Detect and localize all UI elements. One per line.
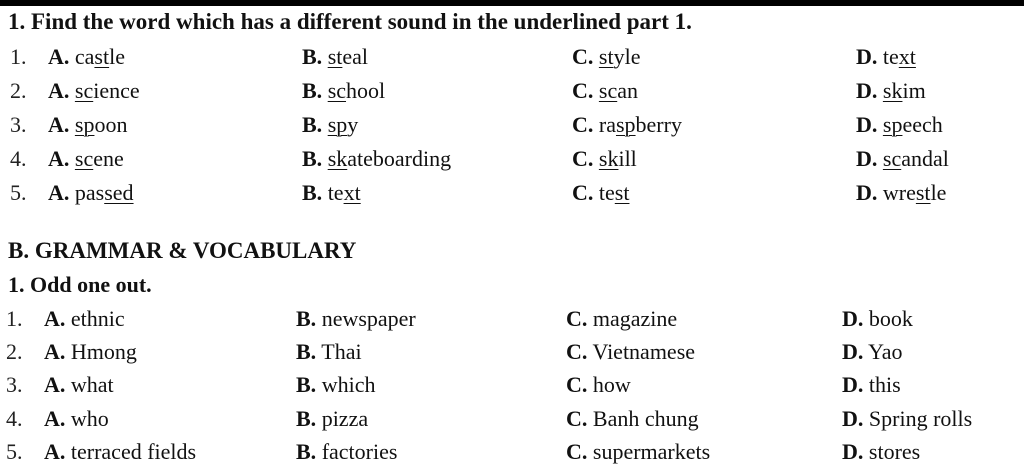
answer-option [856, 78, 926, 104]
answer-option [566, 306, 677, 332]
option-letter: B. [296, 439, 317, 464]
option-text: ethnic [70, 306, 125, 331]
underlined-sound: sc [327, 78, 347, 103]
question-row [0, 372, 1024, 402]
section1-heading: 1. Find the word which has a different sound in the underlined part 1. [8, 9, 692, 34]
underlined-sound: st [915, 180, 931, 205]
option-letter: C. [566, 339, 588, 364]
answer-option [572, 44, 640, 70]
question-number: 4. [6, 406, 23, 431]
option-text: terraced fields [70, 439, 197, 464]
word-start: ra [598, 112, 616, 137]
option-text: Yao [868, 339, 903, 364]
answer-option [566, 339, 695, 365]
word-end: eech [902, 112, 943, 137]
answer-option [572, 146, 637, 172]
option-letter: A. [48, 112, 70, 137]
answer-option [842, 439, 920, 465]
answer-option [48, 78, 140, 104]
underlined-sound: sc [74, 78, 94, 103]
answer-option [48, 146, 124, 172]
option-letter: C. [572, 146, 594, 171]
answer-option [566, 406, 699, 432]
option-text: pizza [321, 406, 369, 431]
question-row [0, 112, 1024, 142]
word-start: te [882, 44, 899, 69]
option-letter: A. [48, 146, 70, 171]
word-start: te [598, 180, 615, 205]
option-letter: C. [566, 372, 588, 397]
word-end: ience [93, 78, 140, 103]
answer-option [302, 180, 361, 206]
question-row [0, 180, 1024, 210]
answer-option [296, 306, 416, 332]
underlined-sound: sp [882, 112, 903, 137]
answer-option [44, 306, 125, 332]
underlined-sound: sp [615, 112, 636, 137]
word-end: y [347, 112, 359, 137]
question-number: 3. [10, 112, 27, 137]
word-end: im [902, 78, 926, 103]
answer-option [48, 44, 125, 70]
answer-option [566, 372, 631, 398]
option-letter: B. [296, 339, 317, 364]
option-text: Spring rolls [868, 406, 973, 431]
underlined-sound: sk [882, 78, 903, 103]
option-letter: B. [302, 112, 323, 137]
option-text: this [868, 372, 901, 397]
question-number: 1. [6, 306, 23, 331]
option-letter: A. [44, 372, 66, 397]
option-text: supermarkets [592, 439, 711, 464]
option-letter: D. [842, 406, 864, 431]
question-row [0, 146, 1024, 176]
question-row [0, 339, 1024, 369]
underlined-sound: xt [898, 44, 916, 69]
section2-heading: B. GRAMMAR & VOCABULARY [8, 238, 357, 263]
word-end: ateboarding [347, 146, 452, 171]
option-letter: C. [572, 112, 594, 137]
option-letter: A. [44, 339, 66, 364]
word-end: berry [635, 112, 682, 137]
underlined-sound: sp [74, 112, 95, 137]
word-end: oon [94, 112, 128, 137]
underlined-sound: sp [327, 112, 348, 137]
option-text: Hmong [70, 339, 137, 364]
word-end: hool [346, 78, 386, 103]
word-end: an [617, 78, 638, 103]
question-row [0, 78, 1024, 108]
underlined-sound: sk [598, 146, 619, 171]
word-end: eal [342, 44, 369, 69]
top-border [0, 0, 1024, 6]
option-letter: D. [856, 112, 878, 137]
answer-option [302, 78, 385, 104]
question-number: 1. [10, 44, 27, 69]
option-letter: C. [566, 439, 588, 464]
option-letter: A. [44, 439, 66, 464]
section2-subheading: 1. Odd one out. [8, 272, 152, 297]
option-letter: D. [842, 339, 864, 364]
option-text: magazine [592, 306, 678, 331]
question-row [0, 406, 1024, 436]
underlined-sound: sc [74, 146, 94, 171]
option-text: which [321, 372, 376, 397]
answer-option [296, 339, 362, 365]
underlined-sound: sc [598, 78, 618, 103]
option-letter: D. [856, 180, 878, 205]
question-row [0, 439, 1024, 469]
option-text: what [70, 372, 114, 397]
question-number: 3. [6, 372, 23, 397]
question-number: 5. [6, 439, 23, 464]
answer-option [302, 112, 358, 138]
option-letter: C. [566, 306, 588, 331]
option-letter: B. [296, 406, 317, 431]
option-letter: A. [44, 306, 66, 331]
option-letter: D. [856, 78, 878, 103]
option-letter: D. [842, 372, 864, 397]
answer-option [842, 339, 903, 365]
option-text: newspaper [321, 306, 416, 331]
option-letter: B. [296, 372, 317, 397]
answer-option [296, 372, 375, 398]
question-number: 2. [10, 78, 27, 103]
option-letter: B. [302, 180, 323, 205]
option-letter: D. [856, 146, 878, 171]
question-row [0, 44, 1024, 74]
answer-option [302, 146, 451, 172]
option-letter: D. [842, 306, 864, 331]
word-end: andal [901, 146, 949, 171]
underlined-sound: st [598, 44, 614, 69]
answer-option [296, 439, 397, 465]
option-text: Thai [321, 339, 362, 364]
answer-option [296, 406, 368, 432]
option-letter: C. [566, 406, 588, 431]
underlined-sound: st [614, 180, 630, 205]
word-start: wre [882, 180, 916, 205]
option-letter: B. [302, 146, 323, 171]
option-letter: A. [48, 180, 70, 205]
underlined-sound: st [94, 44, 110, 69]
answer-option [44, 372, 114, 398]
underlined-sound: sk [327, 146, 348, 171]
answer-option [842, 306, 913, 332]
question-number: 4. [10, 146, 27, 171]
answer-option [302, 44, 368, 70]
option-text: factories [321, 439, 398, 464]
question-number: 5. [10, 180, 27, 205]
option-letter: B. [302, 78, 323, 103]
word-end: yle [613, 44, 641, 69]
underlined-sound: st [327, 44, 343, 69]
option-letter: D. [856, 44, 878, 69]
answer-option [842, 372, 901, 398]
answer-option [572, 78, 638, 104]
answer-option [842, 406, 972, 432]
answer-option [572, 180, 629, 206]
option-text: Banh chung [592, 406, 699, 431]
option-text: Vietnamese [592, 339, 696, 364]
answer-option [44, 406, 109, 432]
underlined-sound: sed [104, 180, 134, 205]
answer-option [44, 439, 196, 465]
word-end: le [930, 180, 947, 205]
option-text: stores [868, 439, 921, 464]
option-letter: D. [842, 439, 864, 464]
answer-option [856, 146, 949, 172]
answer-option [566, 439, 710, 465]
answer-option [856, 180, 946, 206]
word-start: te [327, 180, 344, 205]
underlined-sound: sc [882, 146, 902, 171]
option-letter: B. [296, 306, 317, 331]
underlined-sound: xt [343, 180, 361, 205]
option-text: how [592, 372, 631, 397]
word-end: ill [618, 146, 637, 171]
option-text: who [70, 406, 109, 431]
option-text: book [868, 306, 913, 331]
question-number: 2. [6, 339, 23, 364]
option-letter: C. [572, 44, 594, 69]
option-letter: C. [572, 78, 594, 103]
question-row [0, 306, 1024, 336]
answer-option [856, 112, 943, 138]
word-start: ca [74, 44, 95, 69]
word-start: pas [74, 180, 105, 205]
word-end: le [109, 44, 125, 69]
option-letter: C. [572, 180, 594, 205]
answer-option [44, 339, 137, 365]
answer-option [572, 112, 682, 138]
answer-option [48, 180, 134, 206]
answer-option [48, 112, 127, 138]
word-end: ene [93, 146, 124, 171]
option-letter: A. [48, 78, 70, 103]
option-letter: B. [302, 44, 323, 69]
option-letter: A. [44, 406, 66, 431]
option-letter: A. [48, 44, 70, 69]
answer-option [856, 44, 916, 70]
